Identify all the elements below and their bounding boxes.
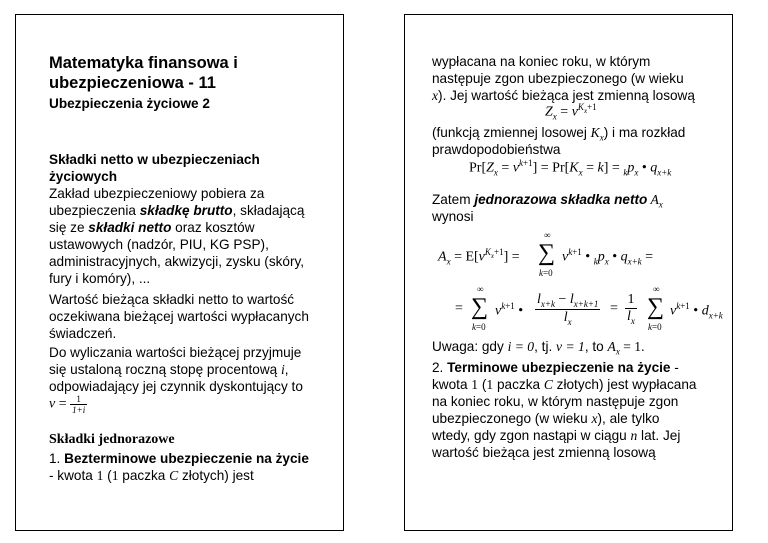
paragraph-1-line6: fury i komóry), ... xyxy=(49,271,151,286)
slide-title-line2: ubezpieczeniowa - 11 xyxy=(49,74,216,92)
section-heading: Składki netto w ubezpieczeniach xyxy=(49,152,260,167)
equation-single-premium-continued: = ∞ ∑ k=0 $v^{k+1}$ • $\frac{l_{x+k} - l_{x+k+1}}{l_x}$ = $\frac{1}{l_x}$ ∞ ∑ k=0 $v^{k+1}$ • $d_{x+k}$ xyxy=(455,284,723,332)
slide-title: Matematyka finansowa i xyxy=(49,54,238,72)
paragraph-1-line4: ustawowych (nadzór, PIU, KG PSP), xyxy=(49,237,269,252)
paragraph-2-line3: świadczeń. xyxy=(49,326,117,341)
paragraph-1-line3: się ze składki netto oraz kosztów xyxy=(49,220,255,235)
item-2-line-3: ubezpieczonego (w wieku x), ale tylko xyxy=(432,411,660,426)
equation-single-premium: $A_x = E[v^{K_x+1}]$ = ∞ ∑ k=0 $v^{k+1}$ • $_kp_x$ • $q_{x+k}$ = xyxy=(438,230,654,278)
equation-present-value: $Z_x = v^{K_x+1}$ xyxy=(545,102,597,122)
item-2-line-5: wartość bieżąca jest zmienną losową xyxy=(432,445,656,460)
item-2-line-2: na koniec roku, w którym następuje zgon xyxy=(432,394,679,409)
right-line-7: wynosi xyxy=(432,209,474,224)
paragraph-3: Do wyliczania wartości bieżącej przyjmuje xyxy=(49,345,302,360)
discount-factor-formula: v = $\frac{1}{1+i}$ xyxy=(49,394,86,415)
section-heading-line2: życiowych xyxy=(49,169,117,184)
note-line: Uwaga: gdy i = 0, tj. v = 1, to $A_x = 1$. xyxy=(432,339,645,357)
paragraph-1: Zakład ubezpieczeniowy pobiera za xyxy=(49,186,265,201)
right-line-1: wypłacana na koniec roku, w którym xyxy=(432,54,651,69)
right-line-5: prawdopodobieństwa xyxy=(432,142,561,157)
right-line-3: x). Jej wartość bieżąca jest zmienną losową xyxy=(432,88,695,103)
item-2-line-1: kwota 1 (1 paczka C złotych) jest wypłacana xyxy=(432,377,697,392)
left-slide xyxy=(15,14,344,531)
right-slide xyxy=(404,14,733,531)
paragraph-2-line2: oczekiwana bieżącej wartości wypłacanych xyxy=(49,309,309,324)
item-1-text: - kwota 1 (1 paczka C złotych) jest xyxy=(49,468,254,483)
net-premium-term: składki netto xyxy=(88,220,172,235)
paragraph-1-line2: ubezpieczenia składkę brutto, składającą xyxy=(49,203,305,218)
paragraph-3-line3: odpowiadający jej czynnik dyskontujący to xyxy=(49,379,303,394)
slide-subtitle: Ubezpieczenia życiowe 2 xyxy=(49,96,210,111)
item-2-heading: 2. Terminowe ubezpieczenie na życie - xyxy=(432,360,679,375)
right-line-4: (funkcją zmiennej losowej $K_x$) i ma rozkład xyxy=(432,125,686,143)
paragraph-1-line5: administracyjnych, akwizycji, zysku (skóry, xyxy=(49,254,305,269)
equation-distribution: $Pr[Z_x = v^{k+1}] = Pr[K_x = k] = _kp_x$ • $q_{x+k}$ xyxy=(469,158,672,178)
gross-premium-term: składkę brutto xyxy=(139,203,233,218)
item-1-heading: 1. Bezterminowe ubezpieczenie na życie xyxy=(49,451,309,466)
paragraph-2: Wartość bieżąca składki netto to wartość xyxy=(49,292,295,307)
single-net-premium-term: jednorazowa składka netto xyxy=(474,192,648,207)
single-premiums-heading: Składki jednorazowe xyxy=(49,432,175,447)
right-line-6: Zatem jednorazowa składka netto $A_x$ xyxy=(432,192,663,210)
paragraph-3-line2: się ustaloną roczną stopę procentową i, xyxy=(49,362,289,377)
right-line-2: następuje zgon ubezpieczonego (w wieku xyxy=(432,71,684,86)
item-2-line-4: wtedy, gdy zgon nastąpi w ciągu n lat. Jej xyxy=(432,428,681,443)
